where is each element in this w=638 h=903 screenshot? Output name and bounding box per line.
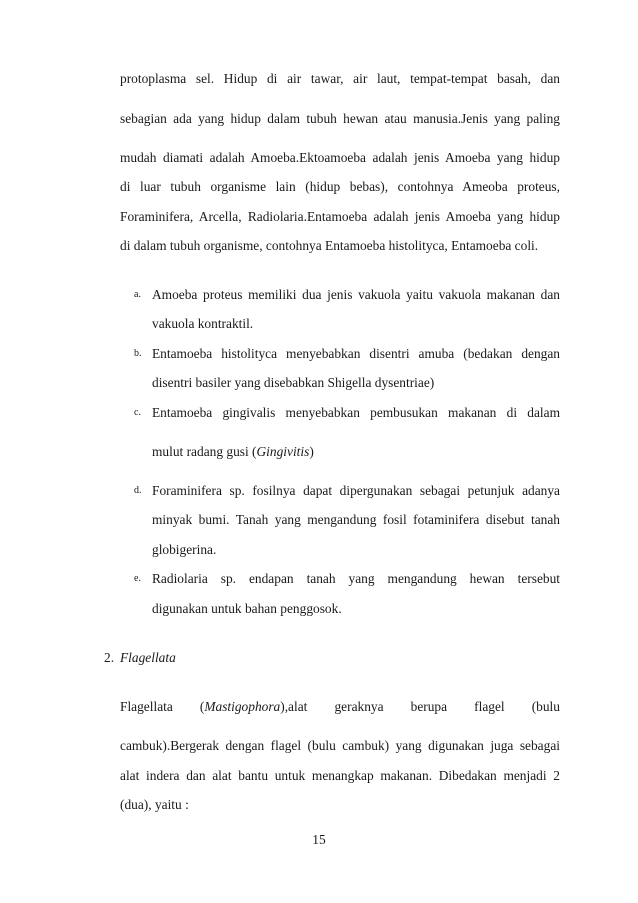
paragraph-word xyxy=(200,699,308,715)
list-item-line: Foraminifera sp. fosilnya dapat dipergunakan sebagai petunjuk adanya xyxy=(152,483,560,498)
paragraph-word: (bulu xyxy=(531,699,560,714)
section-title: Flagellata xyxy=(120,650,176,665)
list-item-line: Entamoeba gingivalis menyebabkan pembusukan makanan di dalam xyxy=(152,405,560,420)
list-item-line xyxy=(152,444,314,460)
paragraph-line: (dua), yaitu : xyxy=(120,797,189,812)
list-item-text: ) xyxy=(309,444,314,459)
paragraph-word: flagel xyxy=(474,699,505,714)
list-item-line: disentri basiler yang disebabkan Shigella dysentriae) xyxy=(152,375,435,390)
paragraph-line: di dalam tubuh organisme, contohnya Entamoeba histolityca, Entamoeba coli. xyxy=(120,238,539,253)
italic-term: Mastigophora xyxy=(204,699,281,714)
list-item-line: globigerina. xyxy=(152,542,217,557)
list-item-text: mulut radang gusi ( xyxy=(152,444,257,459)
paragraph-line: di luar tubuh organisme lain (hidup bebas), contohnya Ameoba proteus, xyxy=(120,179,560,194)
italic-term: Gingivitis xyxy=(256,444,310,459)
paragraph-line: protoplasma sel. Hidup di air tawar, air laut, tempat-tempat basah, dan xyxy=(120,71,560,86)
paragraph-word: geraknya xyxy=(334,699,384,714)
list-item-line: vakuola kontraktil. xyxy=(152,316,254,331)
list-item-line: Radiolaria sp. endapan tanah yang mengandung hewan tersebut xyxy=(152,571,560,586)
paragraph-line: mudah diamati adalah Amoeba.Ektoamoeba adalah jenis Amoeba yang hidup xyxy=(120,150,560,165)
list-item-line: minyak bumi. Tanah yang mengandung fosil fotaminifera disebut tanah xyxy=(152,512,560,527)
list-item-line: Entamoeba histolityca menyebabkan disentri amuba (bedakan dengan xyxy=(152,346,560,361)
page-number: 15 xyxy=(312,832,326,847)
paragraph-line: cambuk).Bergerak dengan flagel (bulu cambuk) yang digunakan juga sebagai xyxy=(120,738,560,753)
paragraph-line: sebagian ada yang hidup dalam tubuh hewan atau manusia.Jenis yang paling xyxy=(120,111,560,126)
list-marker: a. xyxy=(134,289,141,300)
paragraph-text: ( xyxy=(199,699,205,714)
section-number: 2. xyxy=(104,650,115,665)
paragraph-line: alat indera dan alat bantu untuk menangkap makanan. Dibedakan menjadi 2 xyxy=(120,768,560,783)
list-item-line: digunakan untuk bahan penggosok. xyxy=(152,601,342,616)
paragraph-line xyxy=(120,699,560,715)
paragraph-word: berupa xyxy=(410,699,448,714)
list-item-line: Amoeba proteus memiliki dua jenis vakuola yaitu vakuola makanan dan xyxy=(152,287,560,302)
list-marker: e. xyxy=(134,573,141,584)
paragraph-word: Flagellata xyxy=(120,699,173,714)
list-marker: d. xyxy=(134,485,142,496)
list-marker: c. xyxy=(134,407,141,418)
list-marker: b. xyxy=(134,348,142,359)
paragraph-line: Foraminifera, Arcella, Radiolaria.Entamoeba adalah jenis Amoeba yang hidup xyxy=(120,209,560,224)
paragraph-text: ),alat xyxy=(280,699,308,714)
